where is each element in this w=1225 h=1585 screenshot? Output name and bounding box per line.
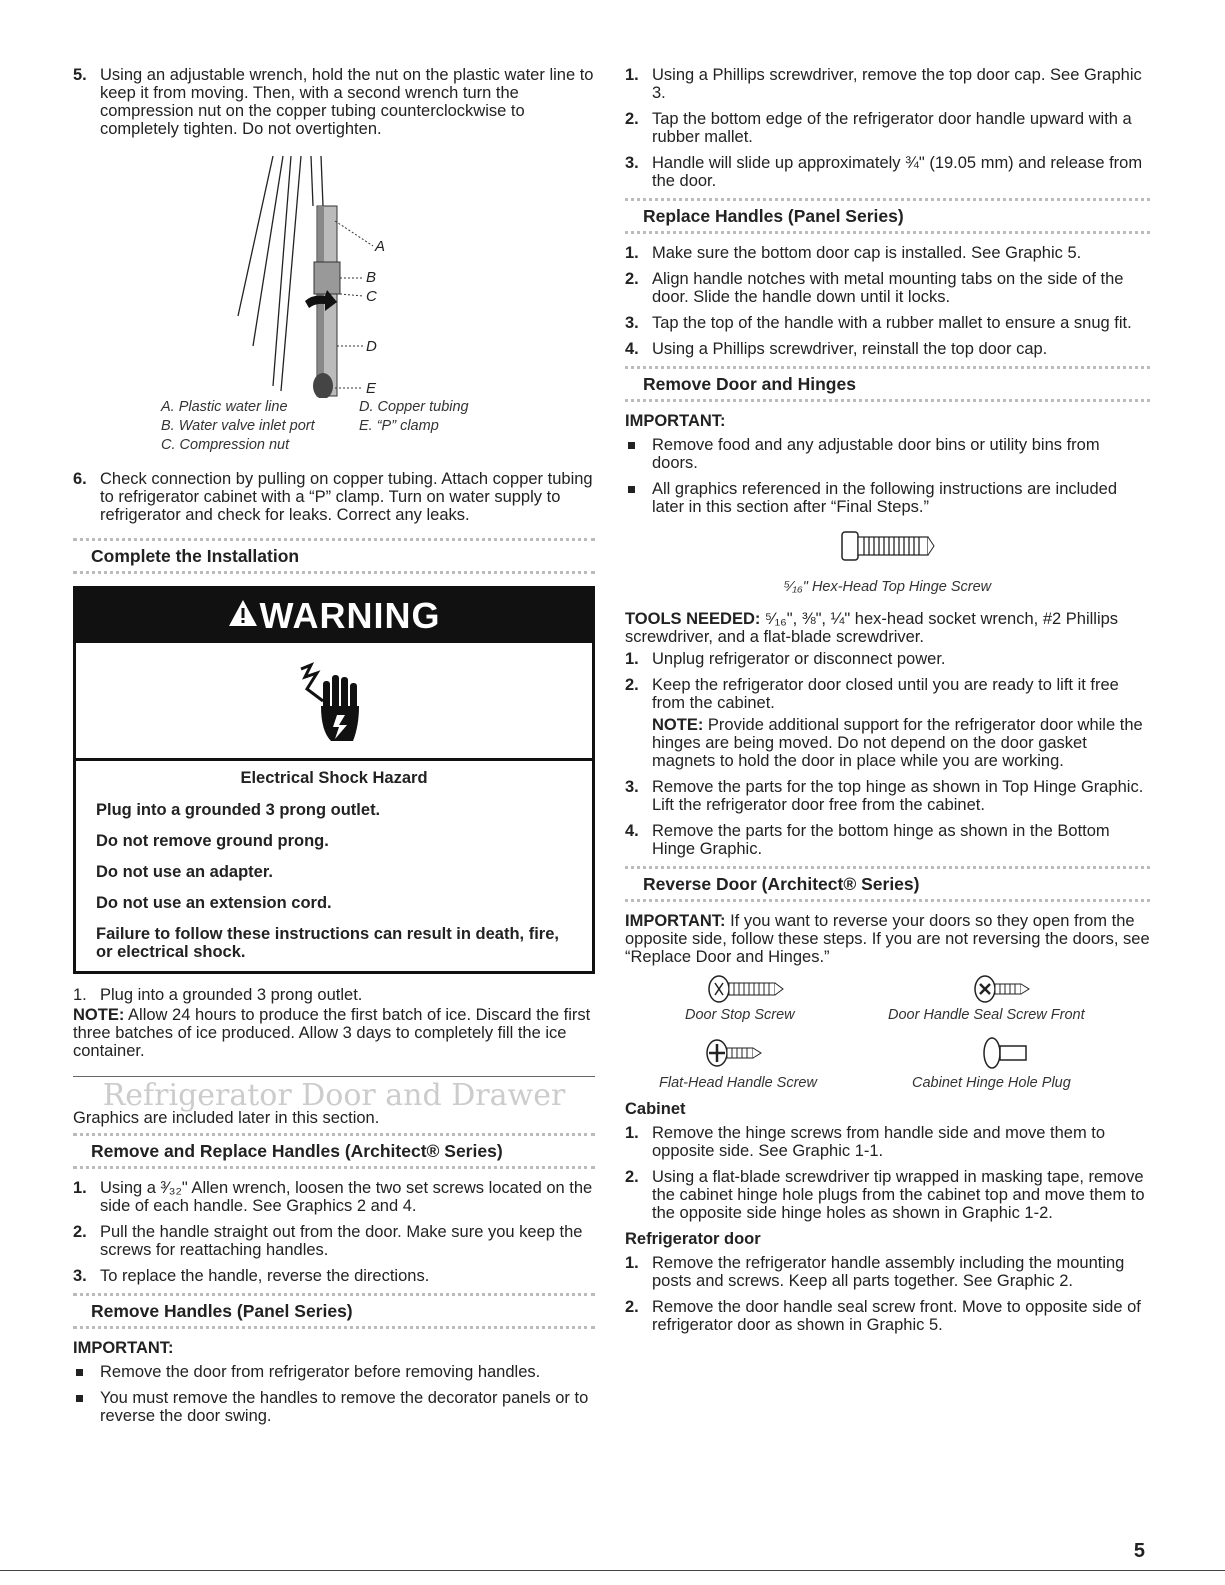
step-text: Using an adjustable wrench, hold the nut on the plastic water line to keep it from moving. Then, with a second wrench turn the compression nut on the copper tubing counterclockwise to completely tighten. Do not overtighten.	[100, 66, 594, 138]
step-number: 1.	[625, 1254, 639, 1272]
label-a: A	[375, 238, 386, 255]
refrigerator-door-step	[625, 1254, 1150, 1290]
replace-step	[625, 270, 1150, 306]
part-caption: Cabinet Hinge Hole Plug	[912, 1075, 1071, 1091]
step-number: 2.	[625, 110, 639, 128]
replace-step	[625, 244, 1150, 262]
door-step	[625, 778, 1150, 814]
step-number: 3.	[625, 154, 639, 172]
part-caption: Door Handle Seal Screw Front	[888, 1007, 1085, 1023]
label-b: B	[366, 269, 377, 286]
important-label: IMPORTANT:	[625, 412, 726, 430]
step-number: 2.	[625, 270, 639, 288]
arch-step	[73, 1179, 595, 1215]
section-intro: Graphics are included later in this section.	[73, 1109, 380, 1127]
step-number: 4.	[625, 340, 639, 358]
remove-step	[625, 110, 1150, 146]
step-number: 2.	[625, 1168, 639, 1186]
warning-line: Do not use an extension cord.	[96, 894, 332, 912]
plug-step	[73, 986, 595, 1004]
step-text: Remove the refrigerator handle assembly including the mounting posts and screws. Keep all parts together. See Graphic 2.	[652, 1254, 1125, 1290]
step-text: Remove the parts for the top hinge as shown in Top Hinge Graphic. Lift the refrigerator door free from the cabinet.	[652, 778, 1144, 814]
step-text: Using a Phillips screwdriver, reinstall the top door cap.	[652, 340, 1048, 358]
section-title: Refrigerator Door and Drawer	[73, 1076, 595, 1105]
bullet-text: All graphics referenced in the following instructions are included later in this section after “Final Steps.”	[652, 480, 1118, 516]
bullet-text: Remove food and any adjustable door bins or utility bins from doors.	[652, 436, 1100, 472]
cabinet-step	[625, 1124, 1150, 1160]
step-text: Align handle notches with metal mounting tabs on the side of the door. Slide the handle down until it locks.	[652, 270, 1124, 306]
step-text: Pull the handle straight out from the door. Make sure you keep the screws for reattaching handles.	[100, 1223, 583, 1259]
right-column	[625, 66, 1150, 1342]
cabinet-step	[625, 1168, 1150, 1222]
step-text: Remove the parts for the bottom hinge as shown in the Bottom Hinge Graphic.	[652, 822, 1110, 858]
water-line-figure	[73, 146, 595, 398]
bullet-item	[625, 436, 1150, 472]
step-number: 1.	[73, 1179, 87, 1197]
warning-header	[76, 589, 592, 643]
legend-b: B. Water valve inlet port	[161, 418, 315, 434]
part-caption: Flat-Head Handle Screw	[659, 1075, 817, 1091]
step-number: 1.	[625, 66, 639, 84]
step-text: Plug into a grounded 3 prong outlet.	[100, 986, 363, 1004]
bullet-icon	[625, 436, 652, 472]
refrigerator-door-step	[625, 1298, 1150, 1334]
step-text: Tap the top of the handle with a rubber mallet to ensure a snug fit.	[652, 314, 1132, 332]
figure-legend	[161, 398, 595, 456]
note-label: NOTE:	[652, 716, 704, 734]
warning-triangle-icon	[228, 588, 258, 642]
bullet-icon	[73, 1389, 100, 1425]
step-number: 1.	[73, 986, 87, 1004]
arch-step	[73, 1223, 595, 1259]
step-number: 5.	[73, 66, 87, 84]
note-text: Provide additional support for the refrigerator door while the hinges are being moved. Do not depend on the door gasket magnets to hold the door in place while you are working.	[652, 716, 1143, 770]
flat-head-handle-screw-icon	[705, 1038, 765, 1068]
warning-line: Do not remove ground prong.	[96, 832, 329, 850]
bullet-text: You must remove the handles to remove the decorator panels or to reverse the door swing.	[100, 1389, 589, 1425]
step-text: Handle will slide up approximately ¾" (19.05 mm) and release from the door.	[652, 154, 1143, 190]
important-label: IMPORTANT:	[625, 912, 726, 930]
warning-title: WARNING	[259, 595, 441, 636]
bullet-item	[625, 480, 1150, 516]
step-text: Make sure the bottom door cap is installed. See Graphic 5.	[652, 244, 1082, 262]
legend-a: A. Plastic water line	[161, 399, 288, 415]
remove-step	[625, 66, 1150, 102]
bullet-item	[73, 1389, 595, 1425]
important-text: If you want to reverse your doors so they open from the opposite side, follow these steps. If you are not reversing the doors, see “Replace Door and Hinges.”	[625, 912, 1150, 966]
warning-line: Do not use an adapter.	[96, 863, 273, 881]
step-number: 1.	[625, 244, 639, 262]
step-text: Keep the refrigerator door closed until you are ready to lift it free from the cabinet.	[652, 676, 1119, 712]
hex-head-screw-icon	[838, 528, 938, 564]
legend-e: E. “P” clamp	[359, 418, 439, 434]
part-caption: Door Stop Screw	[685, 1007, 795, 1023]
door-stop-screw-icon	[707, 974, 787, 1004]
step-text: Unplug refrigerator or disconnect power.	[652, 650, 946, 668]
door-step	[625, 676, 1150, 712]
remove-step	[625, 154, 1150, 190]
step-number: 2.	[625, 1298, 639, 1316]
note-label: NOTE:	[73, 1006, 125, 1024]
replace-handles-heading: Replace Handles (Panel Series)	[625, 198, 1150, 234]
cabinet-heading: Cabinet	[625, 1100, 686, 1118]
warning-box	[73, 586, 595, 974]
door-handle-seal-screw-icon	[973, 974, 1033, 1004]
step-text: Tap the bottom edge of the refrigerator door handle upward with a rubber mallet.	[652, 110, 1132, 146]
step-6	[73, 470, 595, 524]
note-text: Allow 24 hours to produce the first batch of ice. Discard the first three batches of ice produced. Allow 3 days to completely fill the ice container.	[73, 1006, 591, 1060]
step-text: To replace the handle, reverse the directions.	[100, 1267, 430, 1285]
step-number: 3.	[625, 778, 639, 796]
step-number: 2.	[625, 676, 639, 694]
step-number: 3.	[625, 314, 639, 332]
cabinet-hinge-hole-plug-icon	[982, 1036, 1032, 1070]
step-text: Using a ³⁄₃₂" Allen wrench, loosen the two set screws located on the side of each handle. See Graphics 2 and 4.	[100, 1179, 593, 1215]
step-number: 2.	[73, 1223, 87, 1241]
water-line-illustration	[73, 146, 595, 398]
bullet-item	[73, 1363, 595, 1381]
tools-needed	[625, 610, 1150, 646]
important-label: IMPORTANT:	[73, 1339, 174, 1357]
legend-c: C. Compression nut	[161, 437, 290, 453]
legend-d: D. Copper tubing	[359, 399, 469, 415]
left-column	[73, 66, 595, 1433]
door-step	[625, 650, 1150, 668]
replace-step	[625, 314, 1150, 332]
warning-body	[76, 761, 592, 971]
panel-handles-heading: Remove Handles (Panel Series)	[73, 1293, 595, 1329]
hinge-screw-figure	[625, 528, 1150, 596]
step-text: Remove the door handle seal screw front. Move to opposite side of refrigerator door as shown in Graphic 5.	[652, 1298, 1141, 1334]
step-text: Check connection by pulling on copper tubing. Attach copper tubing to refrigerator cabinet with a “P” clamp. Turn on water supply to refrigerator and check for leaks. Correct any leaks.	[100, 470, 593, 524]
bottom-rule	[0, 1570, 1225, 1571]
label-d: D	[366, 338, 377, 355]
step-number: 4.	[625, 822, 639, 840]
step-number: 1.	[625, 1124, 639, 1142]
step-5	[73, 66, 595, 138]
step-number: 6.	[73, 470, 87, 488]
label-e: E	[366, 380, 377, 397]
step-text: Remove the hinge screws from handle side and move them to opposite side. See Graphic 1-1.	[652, 1124, 1106, 1160]
ice-note	[73, 1006, 595, 1060]
warning-line: Failure to follow these instructions can result in death, fire, or electrical shock.	[96, 925, 559, 961]
parts-grid	[625, 974, 1150, 1096]
door-hinges-heading: Remove Door and Hinges	[625, 366, 1150, 402]
reverse-important	[625, 912, 1150, 966]
refrigerator-door-heading: Refrigerator door	[625, 1230, 761, 1248]
architect-handles-heading: Remove and Replace Handles (Architect® Series)	[73, 1133, 595, 1169]
step-text: Using a Phillips screwdriver, remove the top door cap. See Graphic 3.	[652, 66, 1142, 102]
step-text: Using a flat-blade screwdriver tip wrapped in masking tape, remove the cabinet hinge hole plugs from the cabinet top and move them to the opposite side hinge holes as shown in Graphic 1-2.	[652, 1168, 1145, 1222]
tools-label: TOOLS NEEDED:	[625, 610, 761, 628]
hazard-title: Electrical Shock Hazard	[240, 769, 428, 787]
door-step	[625, 822, 1150, 858]
arch-step	[73, 1267, 595, 1285]
step-number: 3.	[73, 1267, 87, 1285]
bullet-text: Remove the door from refrigerator before removing handles.	[100, 1363, 541, 1381]
warning-line: Plug into a grounded 3 prong outlet.	[96, 801, 381, 819]
electric-shock-icon	[76, 643, 592, 761]
bullet-icon	[625, 480, 652, 516]
step-number: 1.	[625, 650, 639, 668]
complete-installation-heading: Complete the Installation	[73, 538, 595, 574]
bullet-icon	[73, 1363, 100, 1381]
replace-step	[625, 340, 1150, 358]
door-note	[652, 716, 1150, 770]
reverse-door-heading: Reverse Door (Architect® Series)	[625, 866, 1150, 902]
label-c: C	[366, 288, 377, 305]
hinge-screw-caption: ⁵⁄₁₆" Hex-Head Top Hinge Screw	[783, 579, 992, 595]
page-number: 5	[1133, 1540, 1145, 1562]
tools-text: ⁵⁄₁₆", ⅜", ¼" hex-head socket wrench, #2 Phillips screwdriver, and a flat-blade screwdriver.	[625, 610, 1119, 646]
